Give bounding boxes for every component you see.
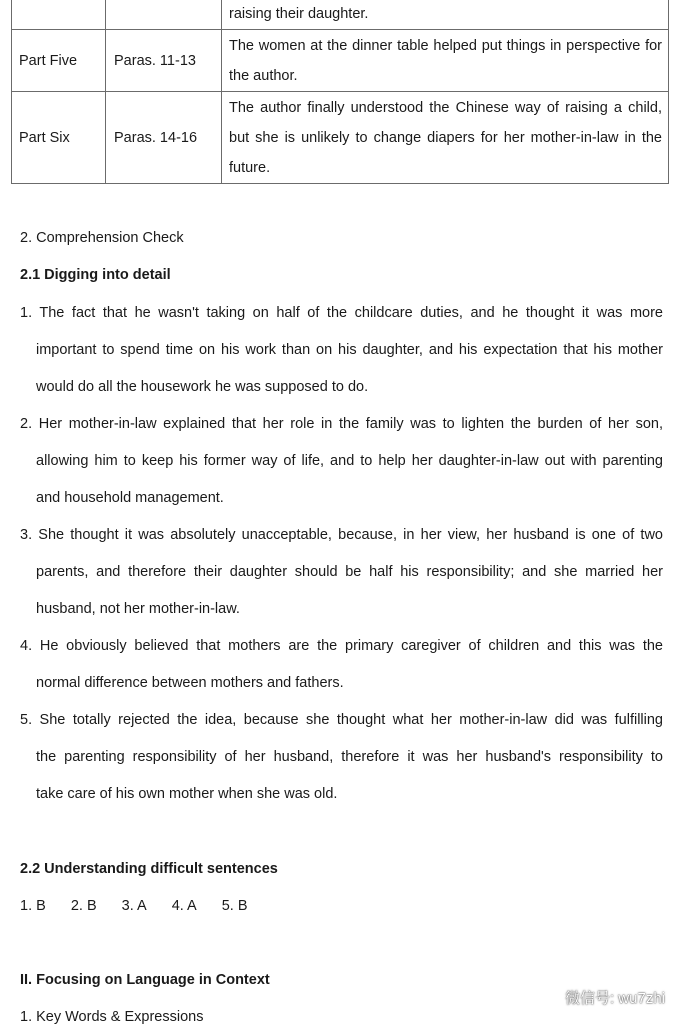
comprehension-heading: 2. Comprehension Check bbox=[20, 230, 184, 246]
section-subheading: 1. Key Words & Expressions bbox=[20, 1009, 204, 1025]
table-row bbox=[12, 92, 669, 184]
table-cell-summary: raising their daughter. bbox=[222, 0, 669, 30]
table-row bbox=[12, 30, 669, 92]
item-line: 2. Her mother-in-law explained that her role in the family was to lighten the burden of her son, bbox=[20, 416, 663, 432]
item-line: husband, not her mother-in-law. bbox=[36, 601, 240, 617]
table-cell-part: Part Five bbox=[12, 30, 106, 92]
table-cell-paras bbox=[106, 0, 222, 30]
item-line: 1. The fact that he wasn't taking on half of the childcare duties, and he thought it was more bbox=[20, 305, 663, 321]
parts-table bbox=[11, 0, 669, 184]
table-cell-summary: The women at the dinner table helped put things in perspective for the author. bbox=[222, 30, 669, 92]
table-cell-paras: Paras. 14-16 bbox=[106, 92, 222, 184]
table-cell-paras: Paras. 11-13 bbox=[106, 30, 222, 92]
table-cell-part bbox=[12, 0, 106, 30]
answer-list bbox=[20, 898, 269, 914]
answer: 2. B bbox=[70, 898, 97, 914]
table-cell-part: Part Six bbox=[12, 92, 106, 184]
list-item bbox=[20, 702, 663, 813]
list-item bbox=[20, 517, 663, 628]
item-line: 5. She totally rejected the idea, because she thought what her mother-in-law did was fulfilling bbox=[20, 712, 663, 728]
wechat-icon bbox=[535, 988, 559, 1008]
watermark-text: 微信号: wu7zhi bbox=[564, 990, 665, 1007]
item-line: allowing him to keep his former way of life, and to help her daughter-in-law out with parenting bbox=[36, 453, 663, 469]
table-cell-summary: The author finally understood the Chinese way of raising a child, but she is unlikely to change diapers for her mother-in-law in the future. bbox=[222, 92, 669, 184]
item-line: normal difference between mothers and fathers. bbox=[36, 675, 344, 691]
item-line: take care of his own mother when she was old. bbox=[36, 786, 338, 802]
answer: 1. B bbox=[20, 898, 46, 914]
table-row bbox=[12, 0, 669, 30]
item-line: 3. She thought it was absolutely unacceptable, because, in her view, her husband is one of two bbox=[20, 527, 663, 543]
item-line: important to spend time on his work than on his daughter, and his expectation that his mother bbox=[36, 342, 663, 358]
answer: 4. A bbox=[171, 898, 197, 914]
list-item bbox=[20, 628, 663, 702]
item-line: the parenting responsibility of her husband, therefore it was her husband's responsibility to bbox=[36, 749, 663, 765]
answer: 5. B bbox=[221, 898, 248, 914]
watermark bbox=[535, 987, 665, 1008]
item-line: and household management. bbox=[36, 490, 224, 506]
item-line: 4. He obviously believed that mothers are the primary caregiver of children and this was the bbox=[20, 638, 663, 654]
list-item bbox=[20, 406, 663, 517]
difficult-heading: 2.2 Understanding difficult sentences bbox=[20, 861, 278, 877]
detail-heading: 2.1 Digging into detail bbox=[20, 267, 171, 283]
section-heading: II. Focusing on Language in Context bbox=[20, 972, 270, 988]
answer: 3. A bbox=[121, 898, 147, 914]
item-line: parents, and therefore their daughter should be half his responsibility; and she married her bbox=[36, 564, 663, 580]
item-line: would do all the housework he was supposed to do. bbox=[36, 379, 369, 395]
list-item bbox=[20, 295, 663, 406]
